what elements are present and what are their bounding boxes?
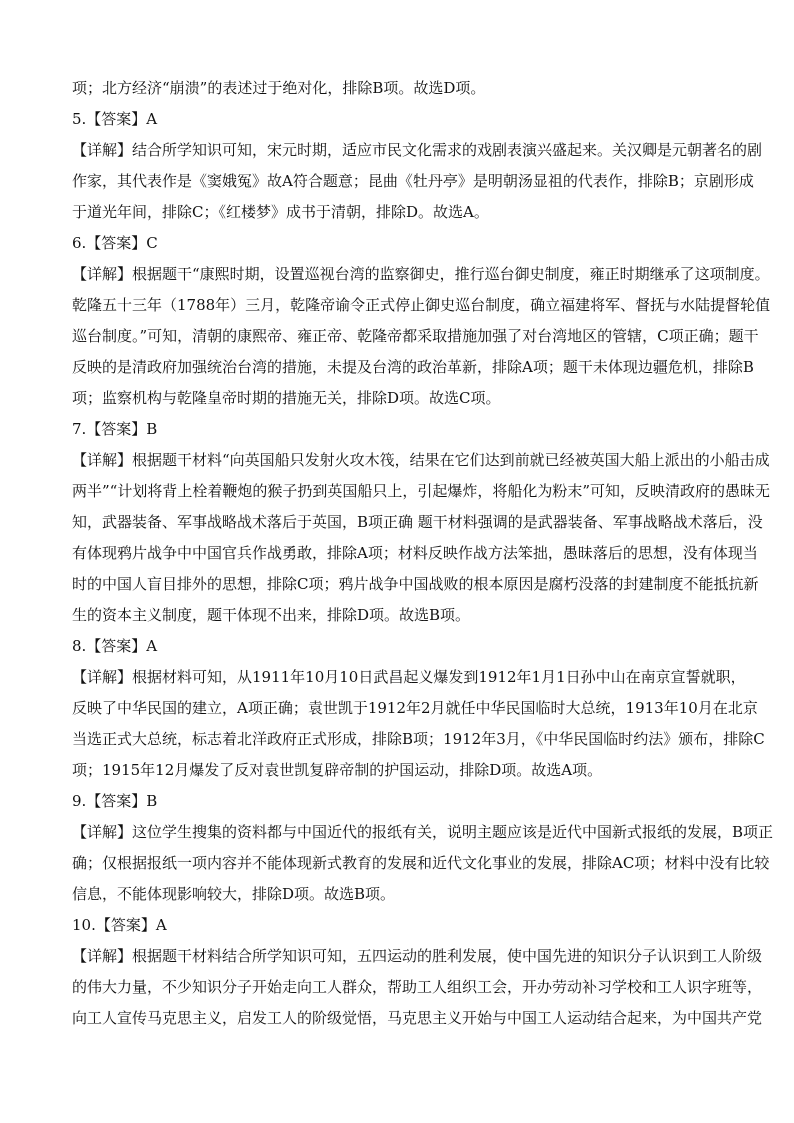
explanation-line: 作家，其代表作是《窦娥冤》故A符合题意；昆曲《牡丹亭》是明朝汤显祖的代表作，排除B；京剧形成 [72,172,754,190]
explanation-line: 两半”“计划将背上栓着鞭炮的猴子扔到英国船只上，引起爆炸，将船化为粉末”可知，反映清政府的愚昧无 [72,482,771,500]
answer-heading: 8.【答案】A [72,637,158,655]
explanation-line: 知，武器装备、军事战略战术落后于英国，B项正确 题干材料强调的是武器装备、军事战略战术落后，没 [72,513,763,531]
explanation-line: 时的中国人盲目排外的思想，排除C项；鸦片战争中国战败的根本原因是腐朽没落的封建制度不能抵抗新 [72,575,759,593]
explanation-line: 项；监察机构与乾隆皇帝时期的措施无关，排除D项。故选C项。 [72,389,501,407]
answer-heading: 10.【答案】A [72,916,167,934]
explanation-line: 项；北方经济“崩溃”的表述过于绝对化，排除B项。故选D项。 [72,79,486,97]
answer-heading: 5.【答案】A [72,110,158,128]
explanation-line: 【详解】根据题干材料“向英国船只发射火攻木筏，结果在它们达到前就已经被英国大船上派出的小船击成 [72,451,770,469]
explanation-line: 乾隆五十三年（1788年）三月，乾隆帝谕令正式停止御史巡台制度，确立福建将军、督抚与水陆提督轮值 [72,296,771,314]
explanation-line: 【详解】结合所学知识可知，宋元时期，适应市民文化需求的戏剧表演兴盛起来。关汉卿是元朝著名的剧 [72,141,763,159]
explanation-line: 【详解】这位学生搜集的资料都与中国近代的报纸有关，说明主题应该是近代中国新式报纸的发展，B项正 [72,823,774,841]
answer-heading: 7.【答案】B [72,420,158,438]
explanation-line: 【详解】根据题干“康熙时期，设置巡视台湾的监察御史，推行巡台御史制度，雍正时期继承了这项制度。 [72,265,770,283]
explanation-line: 生的资本主义制度，题干体现不出来，排除D项。故选B项。 [72,606,471,624]
explanation-line: 【详解】根据题干材料结合所学知识可知，五四运动的胜利发展，使中国先进的知识分子认识到工人阶级 [72,947,763,965]
explanation-line: 巡台制度。”可知，清朝的康熙帝、雍正帝、乾隆帝都采取措施加强了对台湾地区的管辖，C项正确；题干 [72,327,759,345]
answer-explanations [72,78,774,1039]
explanation-line: 当选正式大总统，标志着北洋政府正式形成，排除B项；1912年3月，《中华民国临时约法》颁布，排除C [72,730,765,748]
explanation-line: 项；1915年12月爆发了反对袁世凯复辟帝制的护国运动，排除D项。故选A项。 [72,761,603,779]
explanation-line: 确；仅根据报纸一项内容并不能体现新式教育的发展和近代文化事业的发展，排除AC项；材料中没有比较 [72,854,770,872]
explanation-line: 信息，不能体现影响较大，排除D项。故选B项。 [72,885,396,903]
explanation-line: 反映了中华民国的建立，A项正确；袁世凯于1912年2月就任中华民国临时大总统，1913年10月在北京 [72,699,758,717]
explanation-line: 向工人宣传马克思主义，启发工人的阶级觉悟，马克思主义开始与中国工人运动结合起来，为中国共产党 [72,1009,763,1027]
explanation-line: 的伟大力量，不少知识分子开始走向工人群众，帮助工人组织工会，开办劳动补习学校和工人识字班等， [72,978,763,996]
answer-heading: 6.【答案】C [72,234,158,252]
explanation-line: 有体现鸦片战争中中国官兵作战勇敢，排除A项；材料反映作战方法笨拙，愚昧落后的思想，没有体现当 [72,544,758,562]
answer-heading: 9.【答案】B [72,792,158,810]
explanation-line: 于道光年间，排除C；《红楼梦》成书于清朝，排除D。故选A。 [72,203,489,221]
explanation-line: 反映的是清政府加强统治台湾的措施，未提及台湾的政治革新，排除A项；题干未体现边疆危机，排除B [72,358,754,376]
explanation-line: 【详解】根据材料可知，从1911年10月10日武昌起义爆发到1912年1月1日孙中山在南京宣誓就职， [72,668,746,686]
